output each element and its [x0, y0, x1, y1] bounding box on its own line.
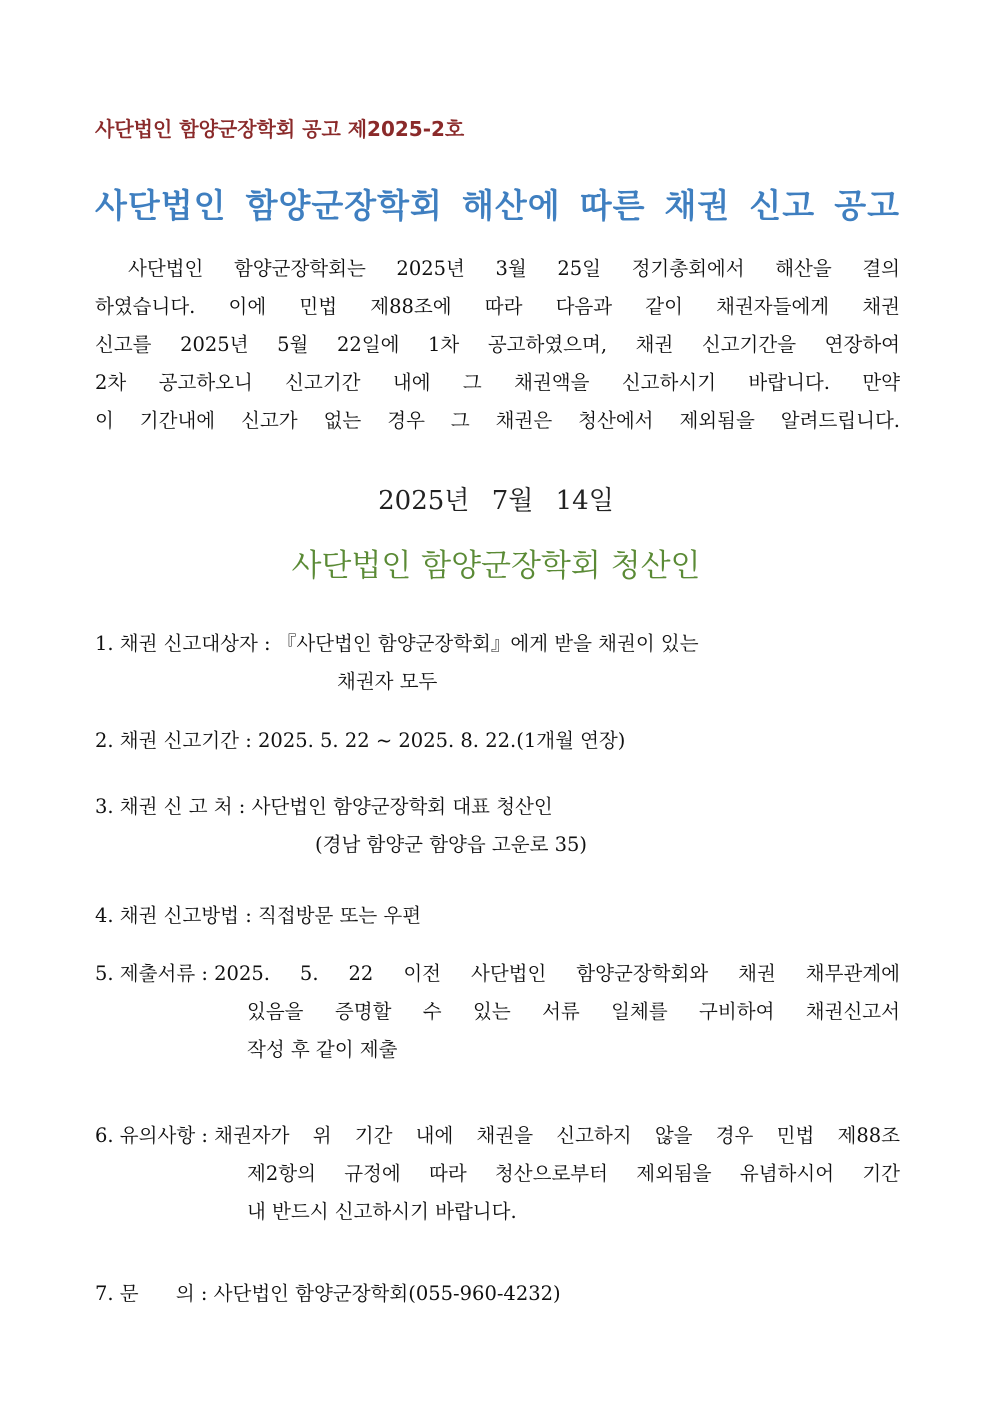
- item-label: 1. 채권 신고대상자 :: [95, 632, 277, 655]
- item-value: 『사단법인 함양군장학회』에게 받을 채권이 있는: [276, 632, 699, 655]
- item-continuation: 채권자 모두: [337, 670, 438, 693]
- intro-line: 하였습니다. 이에 민법 제88조에 따라 다음과 같이 채권자들에게 채권: [95, 295, 900, 318]
- intro-line: 이 기간내에 신고가 없는 경우 그 채권은 청산에서 제외됨을 알려드립니다.: [95, 409, 900, 432]
- intro-line: 2차 공고하오니 신고기간 내에 그 채권액을 신고하시기 바랍니다. 만약: [95, 371, 900, 394]
- liquidator-signature: 사단법인 함양군장학회 청산인: [291, 548, 701, 584]
- intro-line: 신고를 2025년 5월 22일에 1차 공고하였으며, 채권 신고기간을 연장하여: [95, 333, 900, 356]
- item-label: 6. 유의사항 :: [95, 1124, 215, 1147]
- item-notes: [95, 1117, 900, 1231]
- item-label: 3. 채권 신 고 처 :: [95, 795, 252, 818]
- intro-line: 사단법인 함양군장학회는 2025년 3월 25일 정기총회에서 해산을 결의: [128, 257, 900, 280]
- item-value: 사단법인 함양군장학회 대표 청산인: [251, 795, 553, 818]
- item-label: 4. 채권 신고방법 :: [95, 904, 258, 927]
- notice-date: [0, 480, 992, 517]
- item-claim-office: [95, 788, 900, 864]
- item-label: 5. 제출서류 :: [95, 962, 215, 985]
- date-year: 2025년: [378, 486, 470, 516]
- item-value: 채권자가 위 기간 내에 채권을 신고하지 않을 경우 민법 제88조: [214, 1124, 900, 1147]
- item-value: 2025. 5. 22 ~ 2025. 8. 22.(1개월 연장): [258, 729, 626, 752]
- date-month: 7월: [491, 486, 534, 516]
- item-label: 2. 채권 신고기간 :: [95, 729, 258, 752]
- item-value: 직접방문 또는 우편: [258, 904, 422, 927]
- notice-number: 사단법인 함양군장학회 공고 제2025-2호: [95, 117, 465, 141]
- item-continuation: 작성 후 같이 제출: [247, 1038, 398, 1061]
- item-claim-target: [95, 625, 900, 701]
- item-continuation: (경남 함양군 함양읍 고운로 35): [315, 833, 588, 856]
- item-documents: [95, 955, 900, 1069]
- document-title: 사단법인 함양군장학회 해산에 따른 채권 신고 공고: [95, 186, 900, 225]
- item-claim-period: [95, 722, 900, 760]
- item-continuation: 제2항의 규정에 따라 청산으로부터 제외됨을 유념하시어 기간: [247, 1162, 900, 1185]
- item-inquiry: [95, 1275, 900, 1313]
- item-value: 2025. 5. 22 이전 사단법인 함양군장학회와 채권 채무관계에: [214, 962, 900, 985]
- item-continuation: 내 반드시 신고하시기 바랍니다.: [247, 1200, 517, 1223]
- item-value: 사단법인 함양군장학회(055-960-4232): [213, 1282, 561, 1305]
- date-day: 14일: [555, 486, 614, 516]
- item-label: 7. 문 의 :: [95, 1282, 214, 1305]
- intro-paragraph: [95, 250, 900, 440]
- item-claim-method: [95, 897, 900, 935]
- item-continuation: 있음을 증명할 수 있는 서류 일체를 구비하여 채권신고서: [247, 1000, 900, 1023]
